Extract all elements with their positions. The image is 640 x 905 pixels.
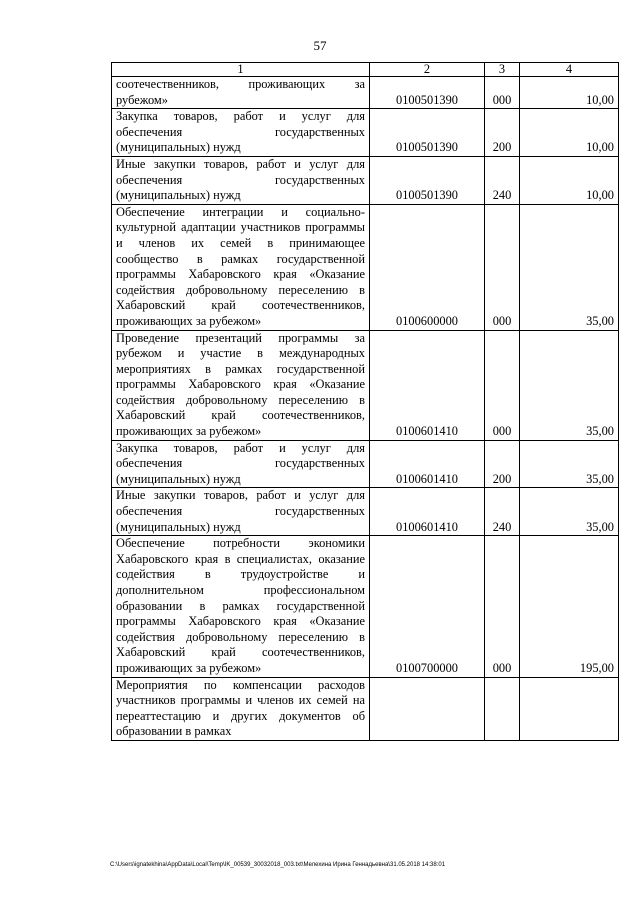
row-description: Закупка товаров, работ и услуг для обеспечения государственных (муниципальных) нужд xyxy=(112,109,370,157)
row-amount: 35,00 xyxy=(520,440,619,488)
row-description: Иные закупки товаров, работ и услуг для обеспечения государственных (муниципальных) нужд xyxy=(112,156,370,204)
column-header: 2 xyxy=(370,63,485,77)
row-amount: 10,00 xyxy=(520,109,619,157)
row-amount: 10,00 xyxy=(520,77,619,109)
row-amount: 35,00 xyxy=(520,488,619,536)
page-number: 57 xyxy=(313,38,327,53)
table-row xyxy=(112,440,619,488)
row-expense-type xyxy=(485,677,520,740)
budget-table xyxy=(111,62,619,741)
document-footer-path: C:\Users\ignatekhina\AppData\Local\Temp\IK_00539_30032018_003.txt\Мелехина Ирина Геннадьевна\31.05.2018 14:38:01 xyxy=(110,862,446,868)
row-description: соотечественников, проживающих за рубежом» xyxy=(112,77,370,109)
row-description: Проведение презентаций программы за рубежом и участие в международных мероприятиях в рамках государственной программы Хабаровского края «Оказание содействия добровольному переселению в Хабаровский край соотечественников, проживающих за рубежом» xyxy=(112,330,370,440)
table-row xyxy=(112,488,619,536)
row-amount: 195,00 xyxy=(520,536,619,677)
row-code: 0100501390 xyxy=(370,77,485,109)
row-expense-type: 000 xyxy=(485,77,520,109)
row-amount xyxy=(520,677,619,740)
table-row xyxy=(112,156,619,204)
table-row xyxy=(112,677,619,740)
row-expense-type: 000 xyxy=(485,536,520,677)
row-code: 0100700000 xyxy=(370,536,485,677)
row-description: Мероприятия по компенсации расходов участников программы и членов их семей на переаттестацию и других документов об образовании в рамках xyxy=(112,677,370,740)
row-expense-type: 200 xyxy=(485,109,520,157)
table-row xyxy=(112,536,619,677)
column-header: 4 xyxy=(520,63,619,77)
row-code xyxy=(370,677,485,740)
row-code: 0100601410 xyxy=(370,330,485,440)
row-code: 0100601410 xyxy=(370,440,485,488)
row-expense-type: 000 xyxy=(485,330,520,440)
row-description: Закупка товаров, работ и услуг для обеспечения государственных (муниципальных) нужд xyxy=(112,440,370,488)
row-expense-type: 240 xyxy=(485,156,520,204)
row-code: 0100601410 xyxy=(370,488,485,536)
table-row xyxy=(112,204,619,330)
table-header-row xyxy=(112,63,619,77)
row-description: Иные закупки товаров, работ и услуг для обеспечения государственных (муниципальных) нужд xyxy=(112,488,370,536)
row-code: 0100501390 xyxy=(370,156,485,204)
column-header: 3 xyxy=(485,63,520,77)
row-expense-type: 200 xyxy=(485,440,520,488)
column-header: 1 xyxy=(112,63,370,77)
row-expense-type: 000 xyxy=(485,204,520,330)
row-description: Обеспечение интеграции и социально-культурной адаптации участников программы и членов их семей в принимающее сообщество в рамках государственной программы Хабаровского края «Оказание содействия добровольному переселению в Хабаровский край соотечественников, проживающих за рубежом» xyxy=(112,204,370,330)
row-code: 0100600000 xyxy=(370,204,485,330)
row-code: 0100501390 xyxy=(370,109,485,157)
row-amount: 35,00 xyxy=(520,330,619,440)
table-row xyxy=(112,330,619,440)
row-expense-type: 240 xyxy=(485,488,520,536)
row-amount: 10,00 xyxy=(520,156,619,204)
table-row xyxy=(112,77,619,109)
row-amount: 35,00 xyxy=(520,204,619,330)
row-description: Обеспечение потребности экономики Хабаровского края в специалистах, оказание содействия в трудоустройстве и дополнительном профессиональном образовании в рамках государственной программы Хабаровского края «Оказание содействия добровольному переселению в Хабаровский край соотечественников, проживающих за рубежом» xyxy=(112,536,370,677)
table-row xyxy=(112,109,619,157)
